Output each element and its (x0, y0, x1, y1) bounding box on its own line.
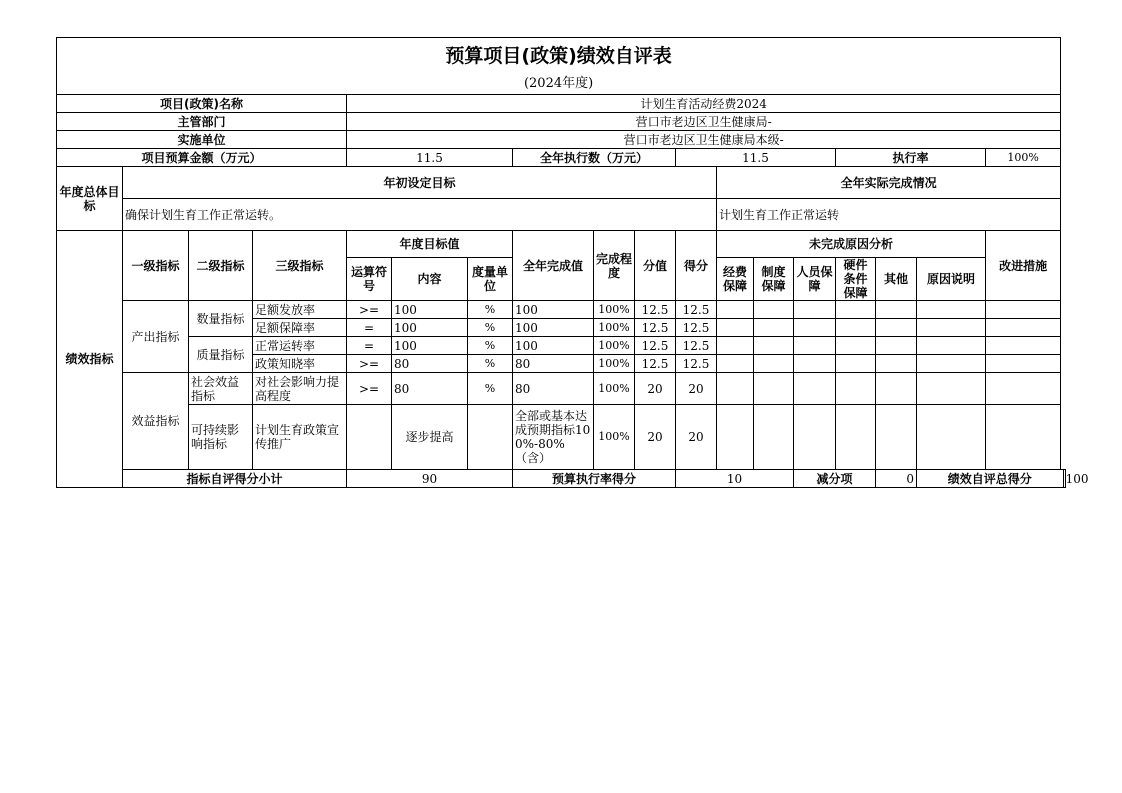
other-cell (876, 355, 917, 373)
unit-cell: % (468, 373, 513, 405)
operator-cell: = (347, 319, 392, 337)
exec-value: 11.5 (676, 149, 836, 167)
personnel-cell (794, 373, 836, 405)
score-cell: 20 (676, 373, 717, 405)
system-cell (754, 355, 794, 373)
unit-cell: % (468, 301, 513, 319)
funding-cell (717, 319, 754, 337)
score-cell: 12.5 (676, 355, 717, 373)
explanation-cell (917, 319, 986, 337)
actual-cell: 全部或基本达成预期指标100%-80%（含） (513, 405, 594, 470)
operator-cell: = (347, 337, 392, 355)
hardware-cell (836, 373, 876, 405)
system-cell (754, 337, 794, 355)
performance-self-evaluation-table (56, 37, 1089, 488)
table-row (57, 301, 1066, 319)
weight-cell: 12.5 (635, 337, 676, 355)
content-cell: 80 (392, 355, 468, 373)
dept-value: 营口市老边区卫生健康局- (347, 113, 1061, 131)
rate-label: 执行率 (836, 149, 986, 167)
funding-cell (717, 373, 754, 405)
level2-header: 二级指标 (189, 231, 253, 301)
reason-analysis-header: 未完成原因分析 (717, 231, 986, 258)
indicators-section-label: 绩效指标 (57, 231, 123, 488)
hardware-cell (836, 405, 876, 470)
content-cell: 100 (392, 301, 468, 319)
funding-cell (717, 337, 754, 355)
explanation-cell (917, 301, 986, 319)
operator-cell: >= (347, 373, 392, 405)
other-cell (876, 319, 917, 337)
rate-value: 100% (986, 149, 1061, 167)
weight-cell: 12.5 (635, 319, 676, 337)
explanation-cell (917, 405, 986, 470)
quality-indicator-label: 质量指标 (189, 337, 253, 373)
benefit-indicator-label: 效益指标 (123, 373, 189, 470)
table-row (57, 337, 1066, 355)
completion-cell: 100% (594, 355, 635, 373)
score-cell: 12.5 (676, 301, 717, 319)
operator-header: 运算符号 (347, 258, 392, 301)
deduct-value: 0 (876, 470, 917, 488)
personnel-cell (794, 405, 836, 470)
level3-cell: 对社会影响力提高程度 (253, 373, 347, 405)
weight-cell: 20 (635, 373, 676, 405)
self-score-value: 90 (347, 470, 513, 488)
level3-cell: 足额发放率 (253, 301, 347, 319)
completion-header: 完成程度 (594, 231, 635, 301)
other-cell (876, 373, 917, 405)
level3-cell: 正常运转率 (253, 337, 347, 355)
exec-score-value: 10 (676, 470, 794, 488)
exec-score-label: 预算执行率得分 (513, 470, 676, 488)
initial-goal-header: 年初设定目标 (123, 167, 717, 199)
content-cell: 100 (392, 319, 468, 337)
funding-cell (717, 405, 754, 470)
system-cell (754, 373, 794, 405)
completion-cell: 100% (594, 301, 635, 319)
content-header: 内容 (392, 258, 468, 301)
personnel-header: 人员保障 (794, 258, 836, 301)
completion-cell: 100% (594, 373, 635, 405)
social-indicator-label: 社会效益指标 (189, 373, 253, 405)
project-name-value: 计划生育活动经费2024 (347, 95, 1061, 113)
personnel-cell (794, 319, 836, 337)
year-label: (2024年度) (57, 74, 1061, 95)
unit-label: 实施单位 (57, 131, 347, 149)
annual-target-header: 年度目标值 (347, 231, 513, 258)
score-cell: 12.5 (676, 319, 717, 337)
other-cell (876, 301, 917, 319)
unit-cell (468, 405, 513, 470)
annual-goal-label: 年度总体目标 (57, 167, 123, 231)
score-header: 得分 (676, 231, 717, 301)
exec-label: 全年执行数（万元） (513, 149, 676, 167)
hardware-header: 硬件条件保障 (836, 258, 876, 301)
total-score-value: 100 (1063, 470, 1065, 488)
hardware-cell (836, 355, 876, 373)
level3-cell: 足额保障率 (253, 319, 347, 337)
score-cell: 12.5 (676, 337, 717, 355)
actual-cell: 100 (513, 337, 594, 355)
improvement-cell (986, 337, 1061, 355)
actual-cell: 100 (513, 301, 594, 319)
improvement-cell (986, 319, 1061, 337)
personnel-cell (794, 337, 836, 355)
funding-cell (717, 301, 754, 319)
unit-cell: % (468, 337, 513, 355)
weight-cell: 12.5 (635, 355, 676, 373)
self-score-label: 指标自评得分小计 (123, 470, 347, 488)
unit-value: 营口市老边区卫生健康局本级- (347, 131, 1061, 149)
level3-cell: 政策知晓率 (253, 355, 347, 373)
improvement-cell (986, 301, 1061, 319)
actual-completion-header: 全年实际完成情况 (717, 167, 1061, 199)
hardware-cell (836, 337, 876, 355)
explanation-header: 原因说明 (917, 258, 986, 301)
actual-cell: 100 (513, 319, 594, 337)
page-title: 预算项目(政策)绩效自评表 (57, 38, 1061, 75)
content-cell: 80 (392, 373, 468, 405)
system-cell (754, 405, 794, 470)
project-name-label: 项目(政策)名称 (57, 95, 347, 113)
unit-cell: % (468, 319, 513, 337)
improvement-cell (986, 405, 1061, 470)
weight-cell: 20 (635, 405, 676, 470)
unit-cell: % (468, 355, 513, 373)
operator-cell: >= (347, 355, 392, 373)
personnel-cell (794, 301, 836, 319)
level1-header: 一级指标 (123, 231, 189, 301)
quantity-indicator-label: 数量指标 (189, 301, 253, 337)
system-header: 制度保障 (754, 258, 794, 301)
actual-cell: 80 (513, 355, 594, 373)
budget-value: 11.5 (347, 149, 513, 167)
level3-cell: 计划生育政策宣传推广 (253, 405, 347, 470)
content-cell: 逐步提高 (392, 405, 468, 470)
hardware-cell (836, 301, 876, 319)
other-cell (876, 405, 917, 470)
actual-value-header: 全年完成值 (513, 231, 594, 301)
actual-cell: 80 (513, 373, 594, 405)
other-header: 其他 (876, 258, 917, 301)
operator-cell (347, 405, 392, 470)
funding-cell (717, 355, 754, 373)
actual-completion-text: 计划生育工作正常运转 (717, 199, 1061, 231)
system-cell (754, 319, 794, 337)
total-score-label: 绩效自评总得分 (917, 470, 1064, 488)
score-cell: 20 (676, 405, 717, 470)
initial-goal-text: 确保计划生育工作正常运转。 (123, 199, 717, 231)
personnel-cell (794, 355, 836, 373)
funding-header: 经费保障 (717, 258, 754, 301)
table-row (57, 373, 1066, 405)
budget-label: 项目预算金额（万元） (57, 149, 347, 167)
dept-label: 主管部门 (57, 113, 347, 131)
other-cell (876, 337, 917, 355)
unit-header: 度量单位 (468, 258, 513, 301)
weight-header: 分值 (635, 231, 676, 301)
explanation-cell (917, 337, 986, 355)
content-cell: 100 (392, 337, 468, 355)
sustain-indicator-label: 可持续影响指标 (189, 405, 253, 470)
improvement-cell (986, 355, 1061, 373)
completion-cell: 100% (594, 405, 635, 470)
completion-cell: 100% (594, 337, 635, 355)
level3-header: 三级指标 (253, 231, 347, 301)
operator-cell: >= (347, 301, 392, 319)
weight-cell: 12.5 (635, 301, 676, 319)
deduct-label: 减分项 (794, 470, 876, 488)
explanation-cell (917, 373, 986, 405)
table-row (57, 405, 1066, 470)
improvement-cell (986, 373, 1061, 405)
output-indicator-label: 产出指标 (123, 301, 189, 373)
explanation-cell (917, 355, 986, 373)
system-cell (754, 301, 794, 319)
completion-cell: 100% (594, 319, 635, 337)
improvement-header: 改进措施 (986, 231, 1061, 301)
hardware-cell (836, 319, 876, 337)
